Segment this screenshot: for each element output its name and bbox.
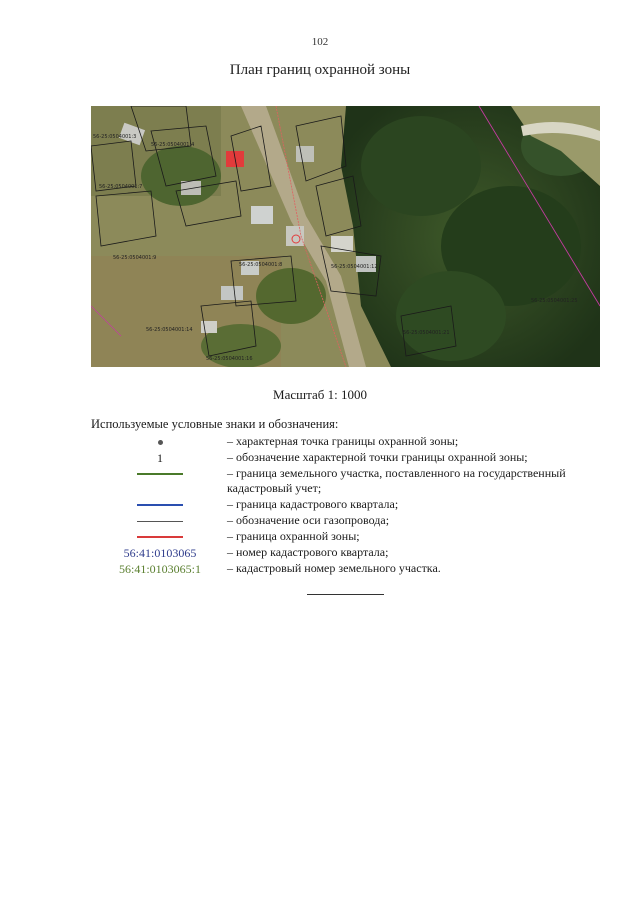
legend-item-protection-zone [91, 529, 611, 545]
legend-item-text: – граница охранной зоны; [227, 529, 360, 543]
legend-symbol-text: 1 [157, 450, 163, 465]
legend-item-gas-pipeline [91, 513, 611, 529]
house [296, 146, 314, 162]
legend-item-text: – кадастровый номер земельного участка. [227, 561, 441, 575]
garden [256, 268, 326, 324]
parcel-label: 56-25:0504001:8 [239, 262, 283, 268]
gray-line-icon [137, 521, 183, 522]
tree-cluster [396, 271, 506, 361]
page-number: 102 [311, 36, 329, 48]
parcel-label: 56-25:0504001:7 [99, 184, 143, 190]
house [181, 181, 201, 195]
red-line-icon [137, 536, 183, 538]
satellite-map [91, 106, 600, 367]
parcel-label: 56-25:0504001:12 [331, 264, 378, 270]
parcel-label: 56-25:0504001:9 [113, 255, 157, 261]
parcel-label: 56-25:0504001:14 [146, 327, 193, 333]
parcel-label: 56-25:0504001:25 [531, 298, 578, 304]
legend-item-text: – обозначение характерной точки границы охранной зоны; [227, 450, 528, 464]
legend-item-quarter-boundary [91, 497, 611, 513]
parcel-label: 56-25:0504001:16 [206, 356, 253, 362]
quarter-number-sample: 56:41:0103065 [123, 545, 197, 560]
point-marker-icon [158, 440, 163, 445]
house [251, 206, 273, 224]
tree-cluster [361, 116, 481, 216]
legend-heading: Используемые условные знаки и обозначения: [91, 417, 339, 431]
legend-item-quarter-number [91, 545, 611, 561]
legend-item-parcel-number [91, 561, 611, 577]
page-title: План границ охранной зоны [229, 62, 411, 78]
parcel-label: 56-25:0504001:3 [93, 134, 137, 140]
garden [141, 146, 221, 206]
legend-item-text: – номер кадастрового квартала; [227, 545, 389, 559]
legend-item-text: – обозначение оси газопровода; [227, 513, 390, 527]
legend-item-text: – характерная точка границы охранной зоны; [227, 434, 459, 448]
legend-item-characteristic-point [91, 434, 611, 450]
legend-item-text: – граница земельного участка, поставленного на государственный кадастровый учет; [227, 466, 566, 495]
parcel-label: 56-25:0504001:21 [403, 330, 450, 336]
legend-item-point-designation [91, 450, 611, 466]
house [221, 286, 243, 300]
parcel-number-sample: 56:41:0103065:1 [118, 561, 201, 576]
map-scale: Масштаб 1: 1000 [273, 387, 367, 402]
green-line-icon [137, 473, 183, 475]
footer-rule [307, 594, 384, 595]
blue-line-icon [137, 504, 183, 506]
parcel-label: 56-25:0504001:4 [151, 142, 195, 148]
legend-item-parcel-boundary [91, 466, 611, 498]
map-canvas [91, 106, 600, 367]
legend-item-text: – граница кадастрового квартала; [227, 497, 399, 511]
